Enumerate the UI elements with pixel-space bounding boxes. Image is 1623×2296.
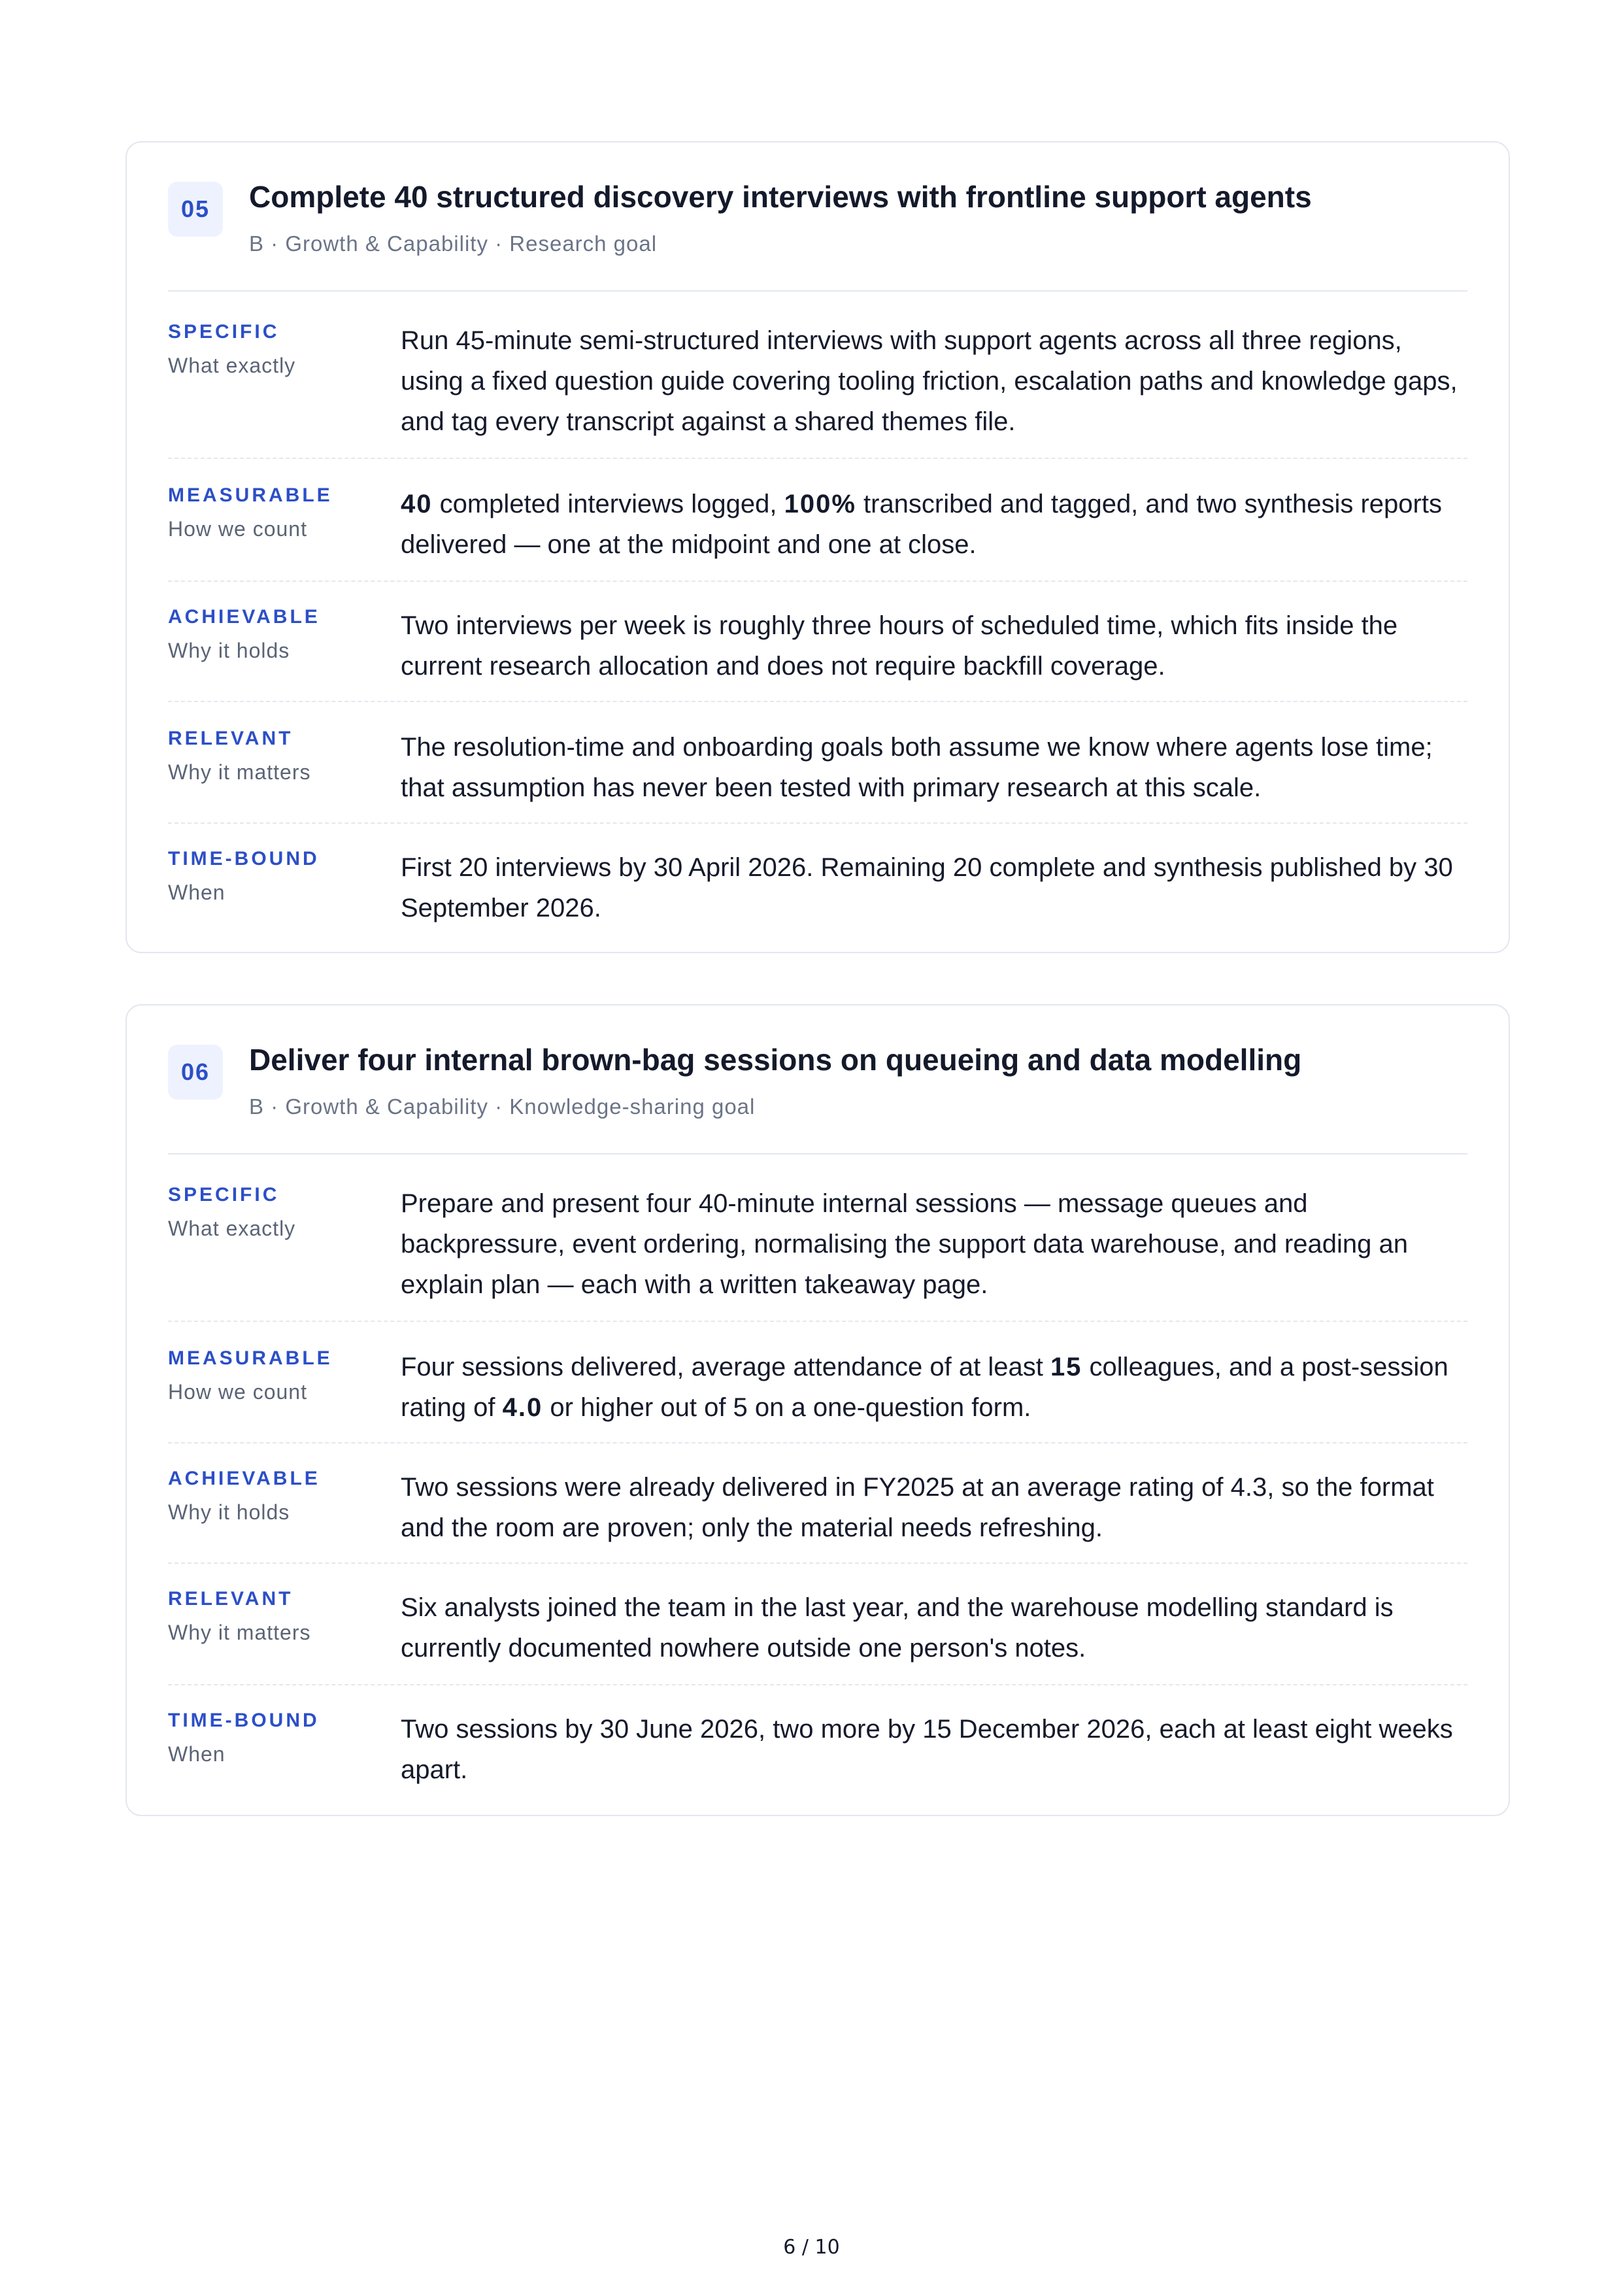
metric-value: 100% [784,490,856,518]
criterion-specific [168,1155,1467,1322]
criterion-text: Six analysts joined the team in the last year, and the warehouse modelling standard is currently documented nowhere outside one person's notes. [401,1593,1394,1663]
criterion-text: Two sessions were already delivered in FY2025 at an average rating of 4.3, so the format and the room are proven; only the material needs refreshing. [401,1473,1434,1542]
criterion-sublabel: What exactly [168,1217,296,1240]
criterion-label: ACHIEVABLE [168,606,320,628]
criterion-sublabel: Why it holds [168,639,290,662]
criterion-relevant [168,702,1467,824]
criterion-text: Run 45-minute semi-structured interviews with support agents across all three regions, using a fixed question guide covering tooling friction, escalation paths and knowledge gaps, and tag every transcript against a shared themes file. [401,326,1458,436]
metric-value: 40 [401,490,433,518]
criterion-sublabel: What exactly [168,354,296,377]
metric-value: 4.0 [502,1393,543,1422]
criterion-relevant [168,1564,1467,1685]
goal-number-badge: 05 [168,182,223,237]
goal-title: Complete 40 structured discovery interviews with frontline support agents [249,180,1312,214]
criterion-sublabel: When [168,1742,226,1766]
criterion-text: Prepare and present four 40-minute internal sessions — message queues and backpressure, event ordering, normalising the support data warehouse, and reading an explain plan — each with a written takeaway page. [401,1189,1408,1299]
criterion-sublabel: How we count [168,517,307,541]
criterion-label: SPECIFIC [168,321,280,343]
criterion-label: RELEVANT [168,1588,293,1610]
metric-value: 15 [1050,1353,1082,1381]
goal-header [168,1005,1467,1155]
criterion-specific [168,292,1467,459]
criterion-label: MEASURABLE [168,484,333,506]
goal-category: B · Growth & Capability · Knowledge-sharing goal [249,1094,756,1119]
smart-criteria [168,292,1467,952]
criterion-label: SPECIFIC [168,1184,280,1206]
criterion-text: Four sessions delivered, average attendance of at least 15 colleagues, and a post-session rating of 4.0 or higher out of 5 on a one-question form. [401,1353,1448,1422]
smart-criteria [168,1155,1467,1814]
criterion-label: MEASURABLE [168,1347,333,1369]
goal-number-badge: 06 [168,1045,223,1100]
criterion-measurable [168,459,1467,582]
criterion-label: RELEVANT [168,728,293,749]
criterion-time-bound [168,1685,1467,1814]
goal-card [125,141,1510,953]
criterion-sublabel: Why it holds [168,1500,290,1524]
criterion-sublabel: Why it matters [168,1621,311,1644]
goal-header [168,143,1467,292]
page-number: 6 / 10 [783,2236,840,2259]
criterion-sublabel: Why it matters [168,760,311,784]
criterion-label: ACHIEVABLE [168,1468,320,1489]
criterion-text: 40 completed interviews logged, 100% transcribed and tagged, and two synthesis reports delivered — one at the midpoint and one at close. [401,490,1442,559]
criterion-time-bound [168,824,1467,952]
goal-title: Deliver four internal brown-bag sessions on queueing and data modelling [249,1043,1302,1077]
criterion-sublabel: When [168,881,226,904]
criterion-sublabel: How we count [168,1380,307,1404]
goal-category: B · Growth & Capability · Research goal [249,231,658,256]
criterion-text: Two sessions by 30 June 2026, two more by 15 December 2026, each at least eight weeks apart. [401,1715,1453,1784]
criterion-label: TIME-BOUND [168,1710,320,1731]
criterion-achievable [168,1443,1467,1564]
criterion-text: Two interviews per week is roughly three hours of scheduled time, which fits inside the current research allocation and does not require backfill coverage. [401,611,1398,681]
criterion-text: First 20 interviews by 30 April 2026. Remaining 20 complete and synthesis published by 30 September 2026. [401,853,1453,922]
criterion-label: TIME-BOUND [168,848,320,869]
goal-card [125,1004,1510,1816]
criterion-achievable [168,582,1467,702]
criterion-measurable [168,1322,1467,1443]
criterion-text: The resolution-time and onboarding goals both assume we know where agents lose time; that assumption has never been tested with primary research at this scale. [401,733,1433,802]
